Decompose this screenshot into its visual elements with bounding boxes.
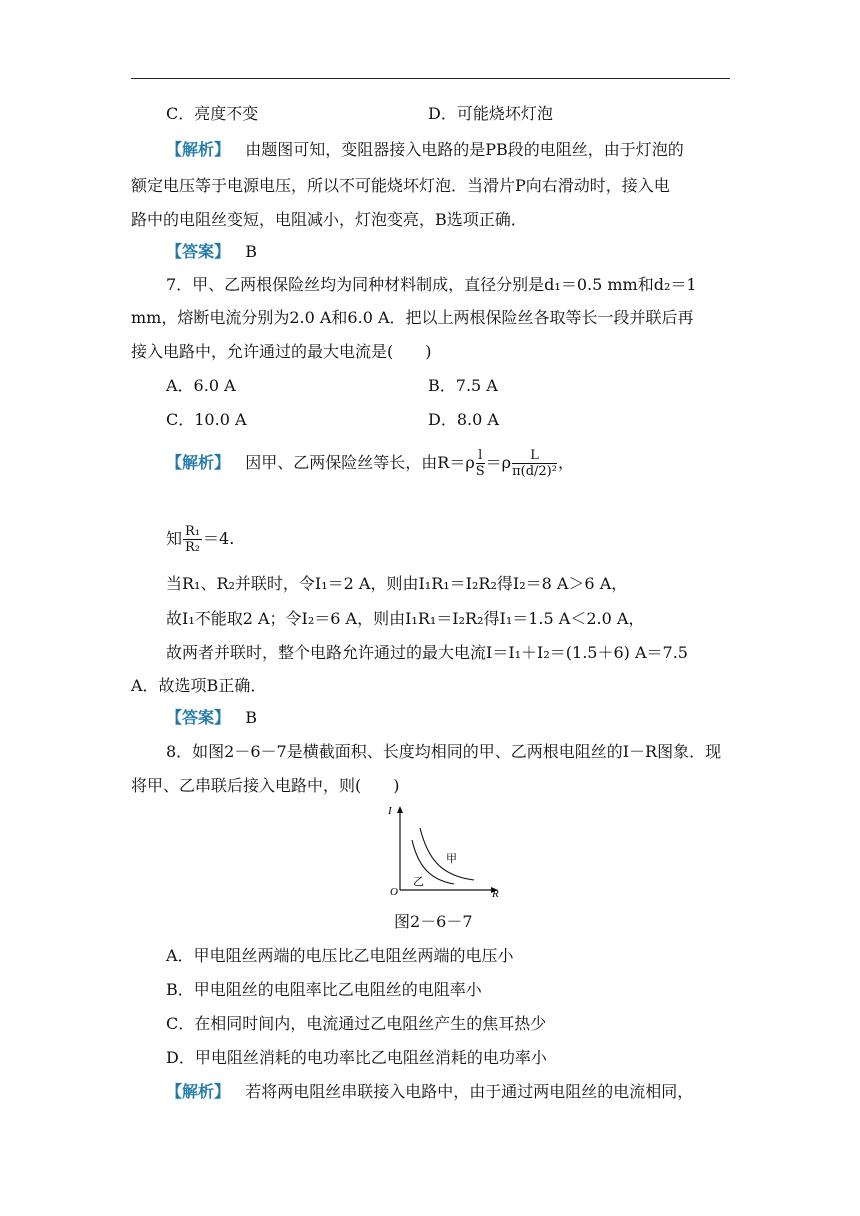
q7-analysis-line-3: 当R₁、R₂并联时，令I₁＝2 A，则由I₁R₁＝I₂R₂得I₂＝8 A＞6 A，	[166, 574, 628, 593]
header-rule	[131, 78, 730, 79]
frac-den: π(d/2)²	[512, 464, 557, 479]
q7-analysis-line-5: 故两者并联时，整个电路允许通过的最大电流I＝I₁＋I₂＝(1.5＋6) A＝7.5	[166, 643, 688, 662]
axis-label-r: R	[492, 888, 499, 898]
answer-tag: 【答案】	[166, 708, 231, 727]
q8-stem-line-1: 8．如图2－6－7是横截面积、长度均相同的甲、乙两根电阻丝的I－R图象．现	[166, 742, 722, 761]
frac-den: R₂	[185, 540, 201, 555]
q8-option-d: D．甲电阻丝消耗的电功率比乙电阻丝消耗的电功率小	[166, 1048, 547, 1067]
frac-num: L	[512, 448, 557, 464]
q7-option-d: D．8.0 A	[428, 410, 499, 429]
q6-option-c: C．亮度不变	[166, 104, 259, 123]
frac-num: R₁	[185, 524, 201, 539]
q7-ratio-line	[166, 524, 234, 555]
q7-option-c: C．10.0 A	[166, 410, 247, 429]
q8-analysis-line-1	[166, 1082, 693, 1102]
q7-analysis-line-1	[166, 446, 574, 480]
q6-analysis-line-3: 路中的电阻丝变短，电阻减小，灯泡变亮，B选项正确．	[131, 210, 527, 229]
formula-comma: ，	[557, 453, 574, 472]
fraction-L-over-area	[512, 448, 557, 479]
q7-stem-line-2: mm，熔断电流分别为2.0 A和6.0 A．把以上两根保险丝各取等长一段并联后再	[131, 308, 694, 327]
y-axis-arrow	[397, 806, 403, 813]
q8-option-b: B．甲电阻丝的电阻率比乙电阻丝的电阻率小	[166, 980, 482, 999]
q6-analysis-line-2: 额定电压等于电源电压，所以不可能烧坏灯泡．当滑片P向右滑动时，接入电	[131, 176, 670, 195]
answer-value: B	[245, 242, 258, 261]
q7-analysis-line-6: A．故选项B正确．	[131, 676, 267, 695]
frac-num: l	[476, 448, 485, 464]
origin-label: O	[390, 886, 398, 898]
frac-den: S	[475, 464, 485, 479]
fraction-r1-over-r2	[183, 524, 202, 555]
q6-answer	[166, 242, 257, 262]
answer-tag: 【答案】	[166, 242, 231, 261]
q7-analysis-line-4: 故I₁不能取2 A；令I₂＝6 A，则由I₁R₁＝I₂R₂得I₁＝1.5 A＜2.0 A，	[166, 609, 645, 628]
q7-stem-line-3: 接入电路中，允许通过的最大电流是( )	[131, 342, 432, 361]
curve-label-yi: 乙	[413, 875, 424, 888]
analysis-text: 若将两电阻丝串联接入电路中，由于通过两电阻丝的电流相同，	[245, 1082, 694, 1101]
analysis-text: 因甲、乙两保险丝等长，由R＝ρ	[245, 453, 475, 472]
q7-answer	[166, 708, 257, 728]
q8-stem-line-2: 将甲、乙串联后接入电路中，则( )	[131, 776, 400, 795]
analysis-text: 由题图可知，变阻器接入电路的是PB段的电阻丝，由于灯泡的	[245, 140, 684, 159]
q8-option-a: A．甲电阻丝两端的电压比乙电阻丝两端的电压小	[166, 946, 514, 965]
axis-label-i: I	[388, 805, 392, 817]
q8-option-c: C．在相同时间内，电流通过乙电阻丝产生的焦耳热少	[166, 1014, 547, 1033]
ratio-value: ＝4.	[203, 529, 235, 548]
analysis-tag: 【解析】	[166, 140, 231, 159]
q7-option-a: A．6.0 A	[166, 376, 236, 395]
q7-stem-line-1: 7．甲、乙两根保险丝均为同种材料制成，直径分别是d₁＝0.5 mm和d₂＝1	[166, 275, 697, 294]
q7-option-b: B．7.5 A	[428, 376, 498, 395]
answer-value: B	[245, 708, 258, 727]
q6-analysis-line-1	[166, 140, 684, 160]
know-prefix: 知	[166, 529, 183, 548]
analysis-tag: 【解析】	[166, 453, 231, 472]
curve-label-jia: 甲	[446, 852, 457, 865]
analysis-tag: 【解析】	[166, 1082, 231, 1101]
figure-caption: 图2－6－7	[394, 912, 473, 931]
fraction-l-over-s	[476, 448, 485, 479]
formula-eq: ＝ρ	[485, 453, 512, 472]
i-r-graph-figure	[380, 800, 504, 898]
q6-option-d: D．可能烧坏灯泡	[428, 104, 553, 123]
